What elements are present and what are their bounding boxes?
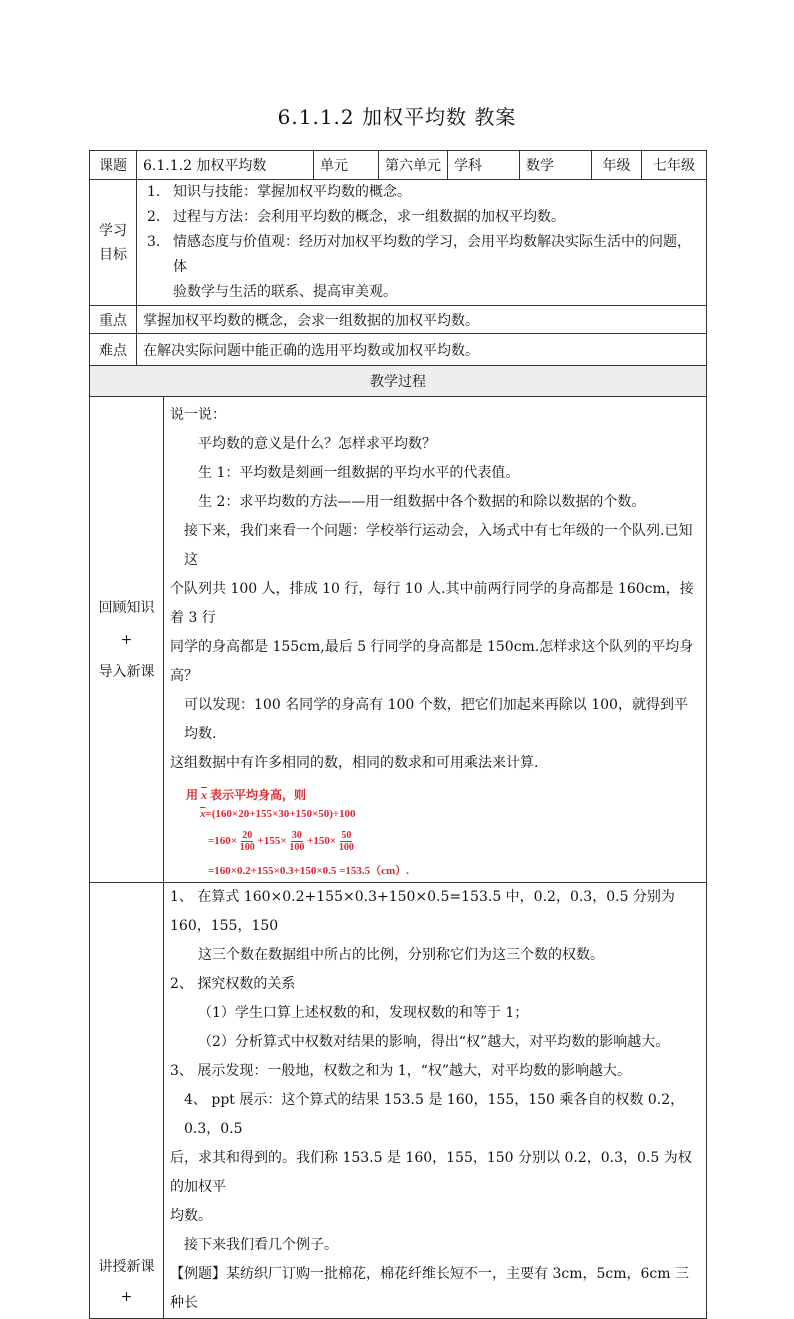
difficulty-text: 在解决实际问题中能正确的选用平均数或加权平均数。: [137, 334, 707, 366]
teach-line: （2）分析算式中权数对结果的影响，得出“权”越大，对平均数的影响越大。: [198, 1034, 670, 1050]
review-label-line3: 导入新课: [98, 663, 155, 680]
goal-item: 3. 情感态度与价值观：经历对加权平均数的学习，会用平均数解决实际生活中的问题，体: [147, 234, 691, 275]
formula-line-4: =160×0.2+155×0.3+150×0.5 =153.5（cm）.: [208, 865, 409, 877]
goals-row: [90, 180, 707, 306]
review-line: 生 2：求平均数的方法——用一组数据中各个数据的和除以数据的个数。: [198, 494, 646, 510]
teach-line: 3、 展示发现：一般地，权数之和为 1，“权”越大，对平均数的影响越大。: [170, 1063, 632, 1079]
teach-line: 接下来我们看几个例子。: [184, 1237, 338, 1253]
teach-line: 4、 ppt 展示：这个算式的结果 153.5 是 160，155，150 乘各自的权数 0.2，0.3，0.5: [184, 1092, 685, 1137]
goal-item-continuation: 验数学与生活的联系、提高审美观。: [173, 284, 397, 300]
review-line: 平均数的意义是什么？怎样求平均数？: [198, 436, 436, 452]
review-line: 接下来，我们来看一个问题：学校举行运动会，入场式中有七年级的一个队列.已知这: [184, 523, 693, 568]
goal-item: 1. 知识与技能：掌握加权平均数的概念。: [147, 184, 411, 200]
review-label-line2: +: [120, 631, 133, 648]
formula-line-2: $\overline{x}=(160\times 20+155\times 30+150\times 50)\div 100$: [200, 808, 356, 820]
review-row: [90, 397, 707, 883]
teach-row: [90, 883, 707, 1319]
teach-line: 这三个数在数据组中所占的比例，分别称它们为这三个数的权数。: [198, 947, 604, 963]
goals-label: [90, 180, 137, 306]
process-header: 教学过程: [90, 366, 707, 397]
formula-image: [170, 778, 700, 882]
teach-label-line1: 讲授新课: [98, 1259, 155, 1275]
nianji-label: 年级: [592, 151, 642, 180]
review-label-line1: 回顾知识: [98, 599, 155, 616]
teach-line: （1）学生口算上述权数的和，发现权数的和等于 1；: [198, 1005, 529, 1021]
teach-line: 【例题】某纺织厂订购一批棉花，棉花纤维长短不一，主要有 3cm，5cm，6cm 三种长: [170, 1266, 689, 1311]
review-line: 生 1：平均数是刻画一组数据的平均水平的代表值。: [198, 465, 520, 481]
review-line: 可以发现：100 名同学的身高有 100 个数，把它们加起来再除以 100，就得到平均数.: [184, 697, 688, 742]
danyuan-label: 单元: [314, 151, 379, 180]
formula-line-1: 用 $\overline{x}$ 表示平均身高，则: [186, 788, 307, 802]
review-line: 同学的身高都是 155cm,最后 5 行同学的身高都是 150cm.怎样求这个队列的平均身高？: [170, 639, 694, 684]
keti-value: 6.1.1.2 加权平均数: [137, 151, 314, 180]
teach-line: 1、 在算式 160×0.2+155×0.3+150×0.5=153.5 中，0.2，0.3，0.5 分别为 160，155，150: [170, 889, 675, 934]
page-title: 6.1.1.2 加权平均数 教案: [277, 105, 517, 129]
review-label: [90, 397, 164, 883]
fraction: $\frac{20}{100}$: [239, 830, 255, 853]
teach-label-line2: +: [120, 1289, 133, 1305]
review-line: 个队列共 100 人，排成 10 行，每行 10 人.其中前两行同学的身高都是 160cm，接着 3 行: [170, 581, 694, 626]
header-row: [90, 151, 707, 180]
xueke-value: 数学: [520, 151, 592, 180]
teach-line: 2、 探究权数的关系: [170, 976, 296, 992]
teach-content: [164, 883, 707, 1319]
xueke-label: 学科: [448, 151, 520, 180]
key-point-text: 掌握加权平均数的概念，会求一组数据的加权平均数。: [137, 306, 707, 334]
fraction: $\frac{50}{100}$: [338, 830, 354, 853]
key-point-row: [90, 306, 707, 334]
goals-label-line1: 学习: [99, 222, 127, 239]
key-point-label: 重点: [90, 306, 137, 334]
nianji-value: 七年级: [642, 151, 707, 180]
review-line: 这组数据中有许多相同的数，相同的数求和可用乘法来计算.: [170, 755, 539, 771]
formula-line-3: =160× $\frac{20}{100}$ +155× $\frac{30}{100}$ +150× $\frac{50}{100}$: [208, 830, 354, 853]
difficulty-row: [90, 334, 707, 366]
teach-label: [90, 883, 164, 1319]
goals-label-line2: 目标: [99, 246, 127, 263]
goals-content: [137, 180, 707, 306]
review-content: [164, 397, 707, 883]
fraction: $\frac{30}{100}$: [289, 830, 305, 853]
teach-line: 后，求其和得到的。我们称 153.5 是 160，155，150 分别以 0.2，0.3，0.5 为权的加权平: [170, 1150, 692, 1195]
process-header-row: [90, 366, 707, 397]
lesson-plan-table: [89, 150, 707, 1319]
review-line: 说一说：: [170, 407, 226, 423]
goal-item: 2. 过程与方法：会利用平均数的概念，求一组数据的加权平均数。: [147, 209, 565, 225]
difficulty-label: 难点: [90, 334, 137, 366]
teach-line: 均数。: [170, 1208, 212, 1224]
danyuan-value: 第六单元: [379, 151, 448, 180]
keti-label: 课题: [90, 151, 137, 180]
